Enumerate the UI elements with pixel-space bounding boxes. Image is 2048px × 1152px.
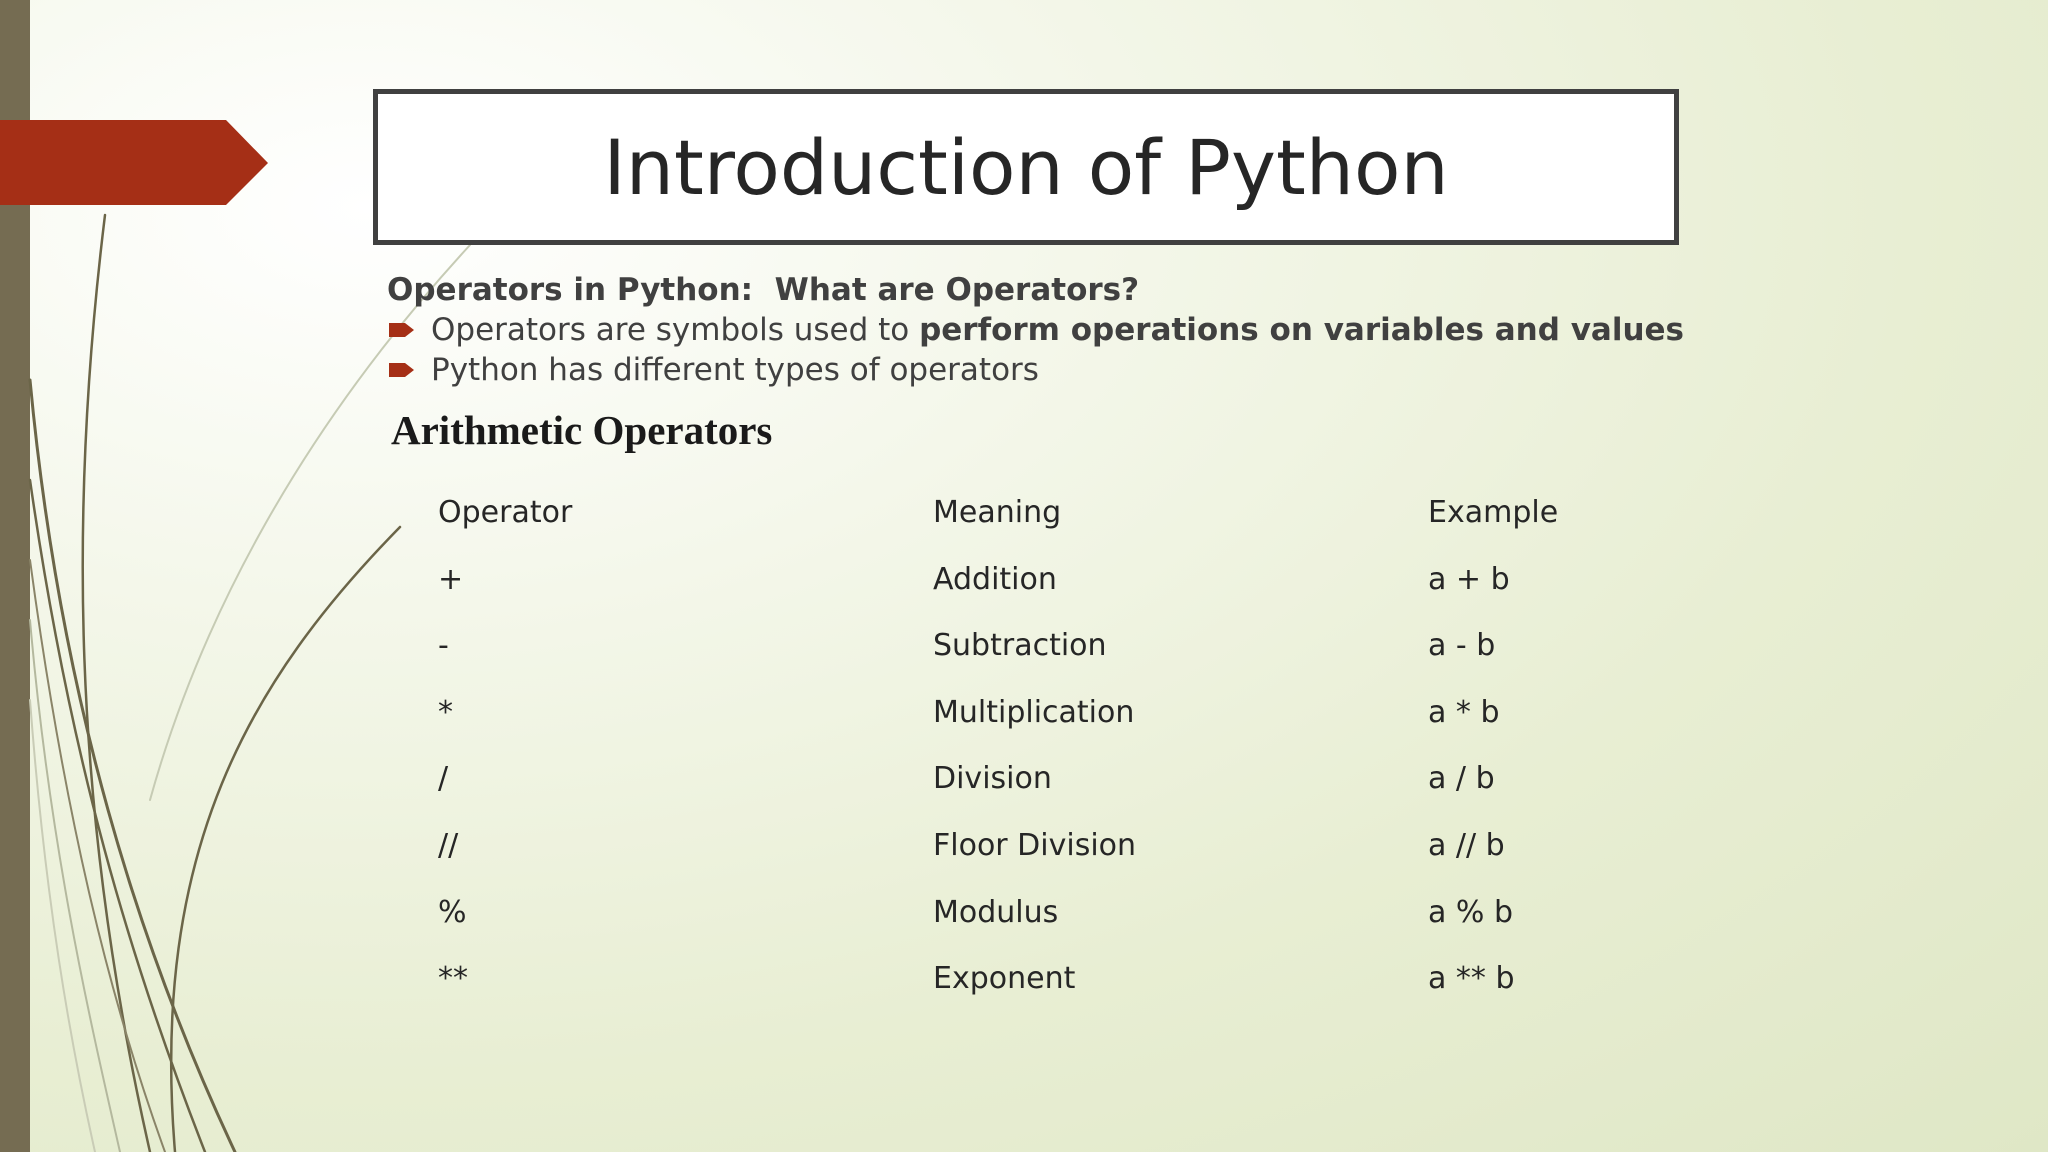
operator-cell: + (438, 561, 464, 597)
example-cell: a + b (1428, 561, 1510, 597)
title-box (373, 89, 1679, 245)
meaning-cell: Addition (933, 561, 1057, 597)
column-header-meaning: Meaning (933, 495, 1062, 530)
operator-cell: - (438, 628, 449, 664)
bullet-text: Operators are symbols used to (431, 312, 920, 348)
example-cell: a / b (1428, 761, 1495, 797)
column-header-operator: Operator (438, 495, 573, 530)
table-header-row (438, 480, 1638, 547)
side-bar (0, 0, 30, 1152)
table-row (438, 813, 1638, 880)
table-row (438, 946, 1638, 1013)
example-cell: a % b (1428, 894, 1514, 930)
operator-cell: % (438, 894, 467, 930)
table-row (438, 547, 1638, 614)
meaning-cell: Division (933, 761, 1052, 797)
operator-cell: // (438, 827, 459, 863)
table-row (438, 613, 1638, 680)
page-title: Introduction of Python (603, 122, 1449, 212)
example-cell: a - b (1428, 628, 1496, 664)
meaning-cell: Multiplication (933, 694, 1135, 730)
operator-cell: / (438, 761, 449, 797)
operators-table (438, 480, 1638, 1013)
section-heading: Arithmetic Operators (391, 407, 773, 453)
bullet-bold-text: perform operations on variables and values (919, 312, 1685, 348)
example-cell: a // b (1428, 827, 1505, 863)
table-row (438, 880, 1638, 947)
table-row (438, 680, 1638, 747)
table-row (438, 746, 1638, 813)
meaning-cell: Exponent (933, 961, 1076, 997)
bullet-text: Python has different types of operators (431, 352, 1039, 388)
arrow-bullet-icon (389, 362, 415, 378)
pentagon-arrow-icon (0, 120, 268, 205)
meaning-cell: Modulus (933, 894, 1059, 930)
example-cell: a * b (1428, 694, 1500, 730)
bullet-item (387, 350, 1687, 390)
bullet-item (387, 310, 1687, 350)
operator-cell: * (438, 694, 453, 730)
arrow-bullet-icon (389, 322, 415, 338)
meaning-cell: Subtraction (933, 628, 1107, 664)
column-header-example: Example (1428, 495, 1559, 530)
example-cell: a ** b (1428, 961, 1515, 997)
operator-cell: ** (438, 961, 468, 997)
intro-section (387, 270, 1687, 390)
intro-heading: Operators in Python: What are Operators? (387, 272, 1140, 308)
meaning-cell: Floor Division (933, 827, 1137, 863)
